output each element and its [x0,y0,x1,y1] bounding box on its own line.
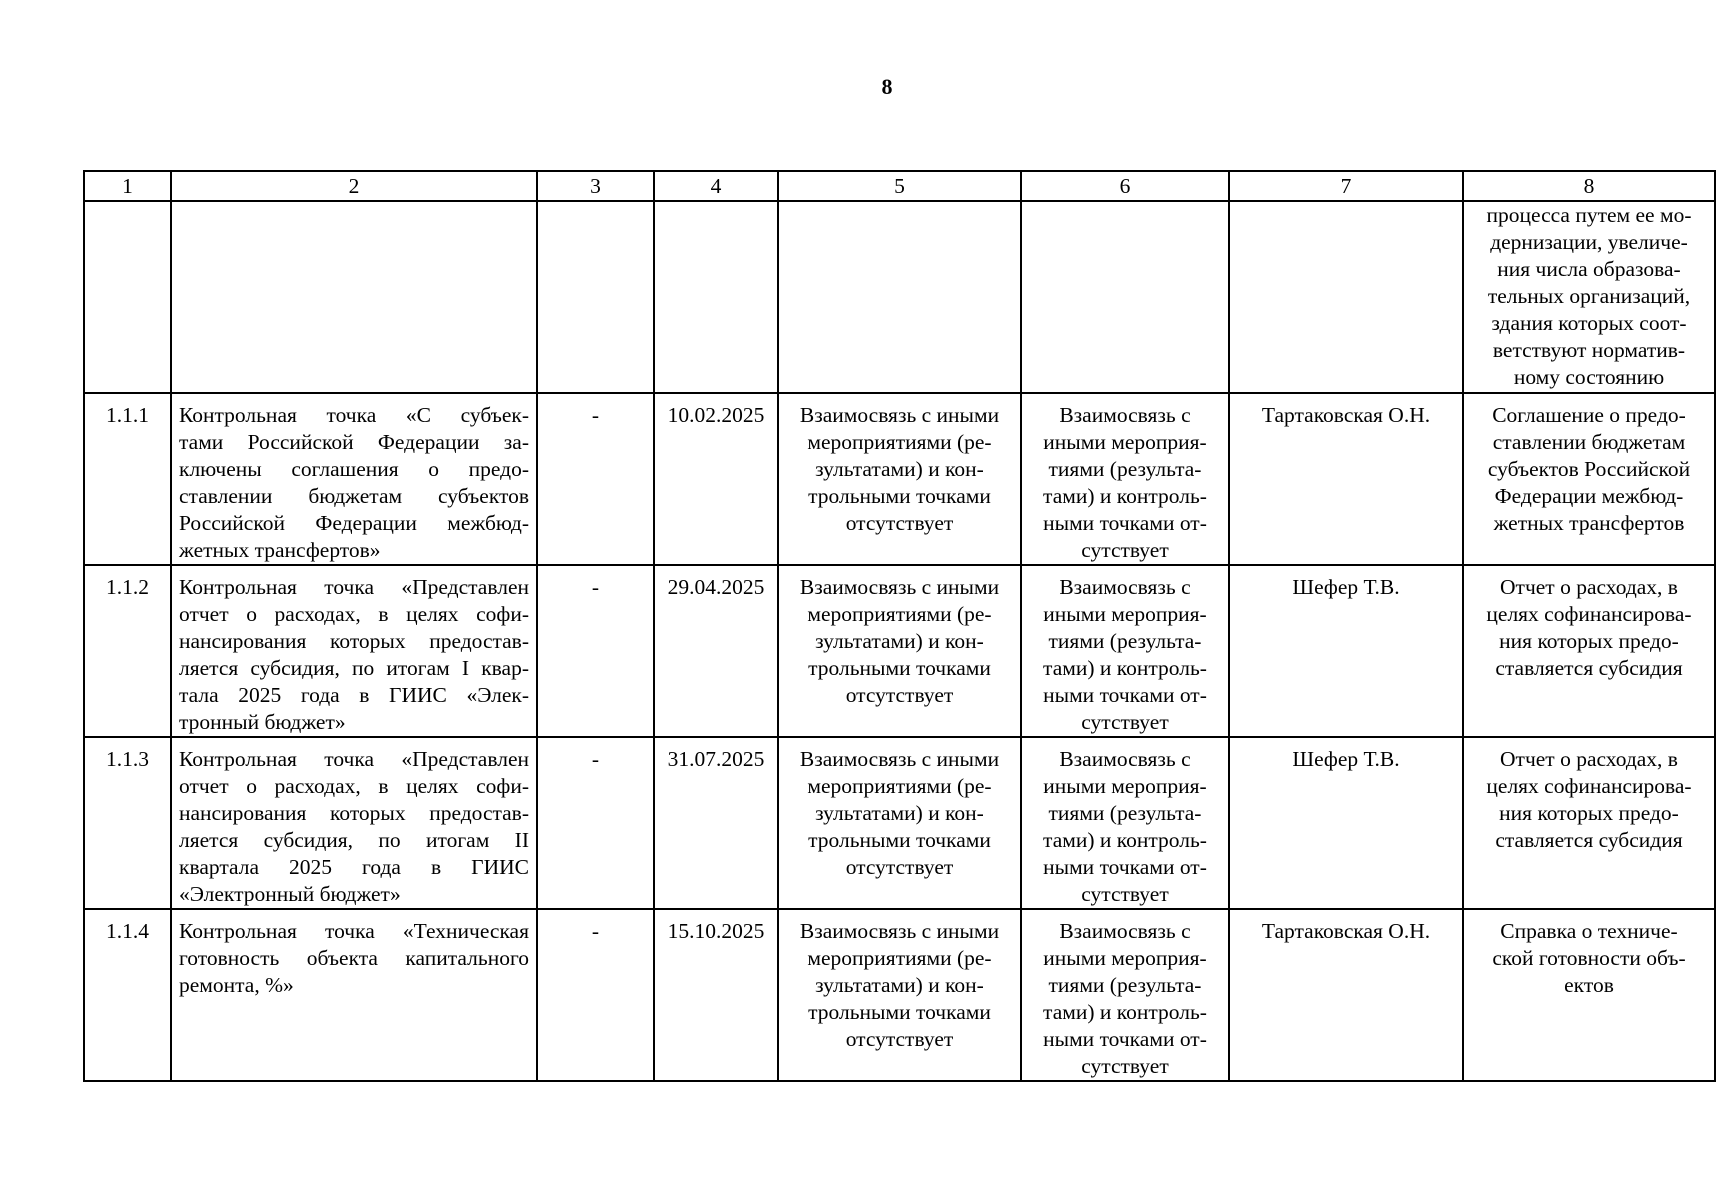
text-line: трольными точками [808,656,991,680]
cell-responsible: Шефер Т.В. [1229,737,1463,909]
text-line: Взаимосвязь с иными [799,919,1000,943]
text-line: целях софинансирова- [1486,602,1692,626]
text-line: ской готовности объ- [1492,946,1686,970]
cell-relation-activities [1021,737,1229,909]
text-line: нансирования которых предостав- [179,801,529,825]
text-line: тиями (результа- [1048,973,1202,997]
cell-relation-activities [1021,393,1229,565]
table-row [84,909,1715,1081]
text-line: иными мероприя- [1043,602,1207,626]
control-points-table [83,170,1716,1082]
page-number: 8 [881,74,893,99]
cell-document [1463,737,1715,909]
header-col-4: 4 [654,171,778,201]
text-line: иными мероприя- [1043,946,1207,970]
text-line: Федерации межбюд- [1494,484,1684,508]
text-line: отчет о расходах, в целях софи- [179,774,529,798]
text-line: нансирования которых предостав- [179,629,529,653]
cell-col3: - [537,737,654,909]
text-line: отсутствует [845,1027,954,1051]
text-line: ния которых предо- [1499,629,1679,653]
cell-document [1463,565,1715,737]
text-line: Взаимосвязь с [1059,575,1191,599]
text-line: «Электронный бюджет» [179,882,401,906]
text-line: ными точками от- [1043,855,1207,879]
text-line: отсутствует [845,855,954,879]
cell-col3: - [537,909,654,1081]
text-line: сутствует [1081,882,1169,906]
text-line: Соглашение о предо- [1492,403,1686,427]
text-line: ветствуют норматив- [1492,338,1686,362]
cell-control-point-name [171,737,537,909]
text-line: зультатами) и кон- [815,973,984,997]
text-line: Взаимосвязь с иными [799,747,1000,771]
text-line: ремонта, %» [179,973,294,997]
table-row [84,565,1715,737]
text-line: тами) и контроль- [1043,1000,1207,1024]
header-col-5: 5 [778,171,1021,201]
text-line: тами) и контроль- [1043,484,1207,508]
text-line: Российской Федерации межбюд- [179,511,529,535]
text-line: жетных трансфертов» [179,538,381,562]
cell-number: 1.1.1 [84,393,171,565]
text-line: Отчет о расходах, в [1500,575,1678,599]
text-line: мероприятиями (ре- [807,602,992,626]
cell-date: 31.07.2025 [654,737,778,909]
header-col-2: 2 [171,171,537,201]
cell-relation-results [778,565,1021,737]
text-line: мероприятиями (ре- [807,430,992,454]
cell-responsible: Шефер Т.В. [1229,565,1463,737]
text-line: готовность объекта капитального [179,946,529,970]
text-line: иными мероприя- [1043,774,1207,798]
text-line: Контрольная точка «Техническая [179,919,529,943]
text-line: ния которых предо- [1499,801,1679,825]
text-line: ставляется субсидия [1495,656,1683,680]
text-line: отсутствует [845,511,954,535]
text-line: тиями (результа- [1048,457,1202,481]
text-line: иными мероприя- [1043,430,1207,454]
table-row [84,737,1715,909]
text-line: отчет о расходах, в целях софи- [179,602,529,626]
table-row-continuation [84,201,1715,393]
text-line: зультатами) и кон- [815,629,984,653]
cell-empty [171,201,537,393]
cell-col3: - [537,393,654,565]
cell-col3: - [537,565,654,737]
table-row [84,393,1715,565]
text-line: Взаимосвязь с иными [799,403,1000,427]
cell-responsible: Тартаковская О.Н. [1229,393,1463,565]
text-line: тронный бюджет» [179,710,346,734]
text-line: Контрольная точка «Представлен [179,575,529,599]
cell-number: 1.1.3 [84,737,171,909]
text-line: сутствует [1081,538,1169,562]
text-line: тами Российской Федерации за- [179,430,529,454]
text-line: трольными точками [808,484,991,508]
header-col-6: 6 [1021,171,1229,201]
text-line: Взаимосвязь с иными [799,575,1000,599]
text-line: дернизации, увеличе- [1490,230,1688,254]
cell-control-point-name [171,393,537,565]
text-line: ляется субсидия, по итогам II [179,828,529,852]
text-line: Контрольная точка «С субъек- [179,403,529,427]
cell-number: 1.1.2 [84,565,171,737]
text-line: субъектов Российской [1487,457,1691,481]
text-line: сутствует [1081,1054,1169,1078]
table-header [84,171,1715,201]
text-line: ставлении бюджетам субъектов [179,484,529,508]
cell-empty [654,201,778,393]
text-line: здания которых соот- [1491,311,1687,335]
cell-relation-activities [1021,565,1229,737]
cell-empty [537,201,654,393]
text-line: Отчет о расходах, в [1500,747,1678,771]
text-line: тами) и контроль- [1043,656,1207,680]
cell-empty [84,201,171,393]
text-line: ному состоянию [1513,365,1665,389]
text-line: целях софинансирова- [1486,774,1692,798]
cell-empty [1229,201,1463,393]
text-line: ектов [1564,973,1614,997]
text-line: ными точками от- [1043,511,1207,535]
cell-document [1463,909,1715,1081]
text-line: ставляется субсидия [1495,828,1683,852]
text-line: Контрольная точка «Представлен [179,747,529,771]
text-line: тиями (результа- [1048,801,1202,825]
cell-result-continuation [1463,201,1715,393]
text-line: Взаимосвязь с [1059,403,1191,427]
header-col-7: 7 [1229,171,1463,201]
cell-number: 1.1.4 [84,909,171,1081]
cell-document [1463,393,1715,565]
text-line: зультатами) и кон- [815,801,984,825]
text-line: Взаимосвязь с [1059,919,1191,943]
text-line: ключены соглашения о предо- [179,457,529,481]
text-line: трольными точками [808,1000,991,1024]
text-line: тала 2025 года в ГИИС «Элек- [179,683,529,707]
cell-control-point-name [171,909,537,1081]
text-line: жетных трансфертов [1493,511,1685,535]
text-line: тиями (результа- [1048,629,1202,653]
cell-relation-results [778,737,1021,909]
text-line: мероприятиями (ре- [807,774,992,798]
text-line: ния числа образова- [1497,257,1681,281]
text-line: ными точками от- [1043,683,1207,707]
header-col-3: 3 [537,171,654,201]
text-line: зультатами) и кон- [815,457,984,481]
cell-empty [778,201,1021,393]
cell-relation-results [778,909,1021,1081]
text-line: ными точками от- [1043,1027,1207,1051]
cell-control-point-name [171,565,537,737]
cell-responsible: Тартаковская О.Н. [1229,909,1463,1081]
text-line: Взаимосвязь с [1059,747,1191,771]
text-line: отсутствует [845,683,954,707]
header-row [84,171,1715,201]
text-line: Справка о техниче- [1500,919,1678,943]
header-col-8: 8 [1463,171,1715,201]
text-line: квартала 2025 года в ГИИС [179,855,529,879]
text-line: ставлении бюджетам [1492,430,1686,454]
cell-empty [1021,201,1229,393]
text-line: ляется субсидия, по итогам I квар- [179,656,529,680]
text-line: процесса путем ее мо- [1486,203,1692,227]
cell-relation-results [778,393,1021,565]
cell-date: 10.02.2025 [654,393,778,565]
text-line: тельных организаций, [1487,284,1691,308]
text-line: сутствует [1081,710,1169,734]
text-line: трольными точками [808,828,991,852]
text-line: мероприятиями (ре- [807,946,992,970]
cell-relation-activities [1021,909,1229,1081]
header-col-1: 1 [84,171,171,201]
cell-date: 15.10.2025 [654,909,778,1081]
text-line: тами) и контроль- [1043,828,1207,852]
table-body [84,201,1715,1081]
cell-date: 29.04.2025 [654,565,778,737]
